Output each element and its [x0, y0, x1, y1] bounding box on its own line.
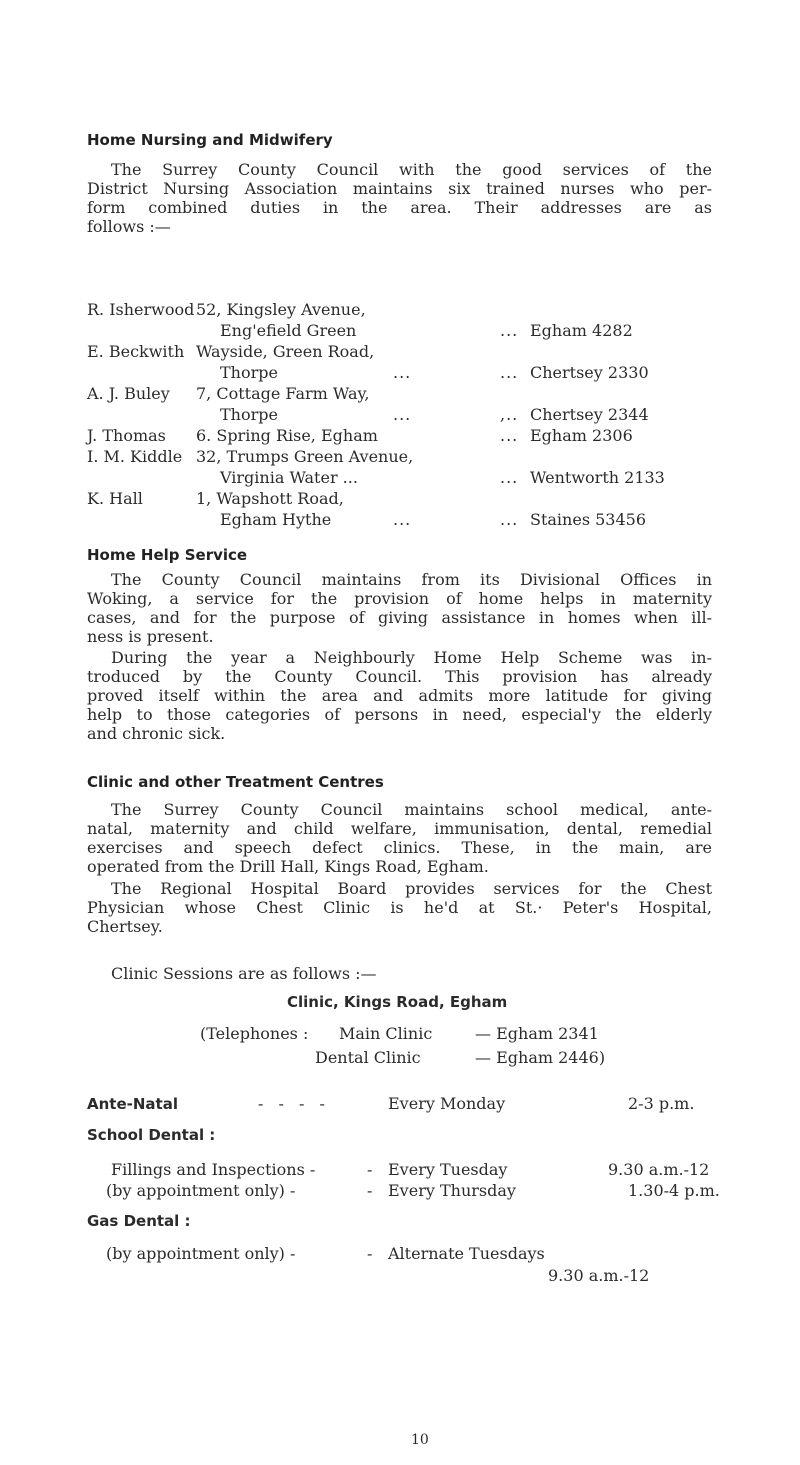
- nurse-entry: [87, 425, 727, 446]
- text-line: Woking, a service for the provision of home helps in maternity: [87, 589, 712, 608]
- leader-dash: -: [367, 1244, 373, 1263]
- appointment-only-label: (by appointment only) -: [106, 1244, 296, 1263]
- text-line: The Surrey County Council with the good services of the: [111, 160, 712, 179]
- clinics-heading: Clinic and other Treatment Centres: [87, 773, 384, 791]
- nurse-entry: [87, 383, 727, 425]
- home-help-paragraph-1: [87, 570, 712, 646]
- text-line: proved itself within the area and admits more latitude for giving: [87, 686, 712, 705]
- alternate-tuesdays-time: 9.30 a.m.-12: [548, 1266, 650, 1285]
- nurse-address-line2: Eng'efield Green: [220, 321, 357, 340]
- nurse-address: 6. Spring Rise, Egham: [196, 426, 378, 445]
- clinic-title: Clinic, Kings Road, Egham: [287, 993, 508, 1011]
- leader-dots: ...: [393, 405, 412, 424]
- leader-dots: ...: [500, 510, 519, 529]
- text-line: exercises and speech defect clinics. These, in the main, are: [87, 838, 712, 857]
- nurse-name: E. Beckwith: [87, 342, 185, 361]
- nurse-telephone: Wentworth 2133: [530, 468, 665, 487]
- leader-dots: ...: [500, 321, 519, 340]
- leader-dots: ,..: [500, 405, 519, 424]
- clinics-paragraph-1: [87, 800, 712, 876]
- dental-clinic-telephone: — Egham 2446): [475, 1048, 606, 1067]
- sessions-intro: Clinic Sessions are as follows :—: [111, 964, 377, 983]
- leader-dots: ...: [500, 426, 519, 445]
- nurse-name: I. M. Kiddle: [87, 447, 183, 466]
- nurse-entry: [87, 446, 727, 488]
- nurse-entry: [87, 341, 727, 383]
- text-line: ness is present.: [87, 627, 214, 646]
- thursday-day: Every Thursday: [388, 1181, 516, 1200]
- ante-natal-label: Ante-Natal: [87, 1095, 178, 1113]
- text-line: The Regional Hospital Board provides services for the Chest: [111, 879, 712, 898]
- text-line: follows :—: [87, 217, 171, 236]
- appointment-only-label: (by appointment only) -: [106, 1181, 296, 1200]
- clinics-paragraph-2: [87, 879, 712, 936]
- text-line: The County Council maintains from its Divisional Offices in: [111, 570, 712, 589]
- leader-dots: ...: [500, 468, 519, 487]
- nurse-name: J. Thomas: [87, 426, 166, 445]
- dental-clinic-label: Dental Clinic: [315, 1048, 421, 1067]
- thursday-time: 1.30-4 p.m.: [628, 1181, 720, 1200]
- nurse-address: 32, Trumps Green Avenue,: [196, 447, 414, 466]
- text-line: and chronic sick.: [87, 724, 226, 743]
- text-line: District Nursing Association maintains six trained nurses who per-: [87, 179, 712, 198]
- nurse-name: R. Isherwood: [87, 300, 195, 319]
- nurse-telephone: Egham 2306: [530, 426, 633, 445]
- alternate-tuesdays-day: Alternate Tuesdays: [388, 1244, 545, 1263]
- main-clinic-telephone: — Egham 2341: [475, 1024, 599, 1043]
- nurse-telephone: Chertsey 2344: [530, 405, 649, 424]
- text-line: troduced by the County Council. This provision has already: [87, 667, 712, 686]
- leader-dashes: - - - -: [258, 1094, 325, 1113]
- nurse-address-line2: Virginia Water ...: [220, 468, 358, 487]
- ante-natal-time: 2-3 p.m.: [628, 1094, 695, 1113]
- nurse-name: K. Hall: [87, 489, 143, 508]
- text-line: form combined duties in the area. Their addresses are as: [87, 198, 712, 217]
- home-help-paragraph-2: [87, 648, 712, 743]
- home-help-heading: Home Help Service: [87, 546, 248, 564]
- nurse-address: 1, Wapshott Road,: [196, 489, 344, 508]
- ante-natal-day: Every Monday: [388, 1094, 506, 1113]
- text-line: Chertsey.: [87, 917, 163, 936]
- nurse-address: 52, Kingsley Avenue,: [196, 300, 366, 319]
- text-line: help to those categories of persons in need, especial'y the elderly: [87, 705, 712, 724]
- text-line: natal, maternity and child welfare, immunisation, dental, remedial: [87, 819, 712, 838]
- nurse-entry: [87, 299, 727, 341]
- nurse-telephone: Staines 53456: [530, 510, 647, 529]
- text-line: During the year a Neighbourly Home Help Scheme was in-: [111, 648, 712, 667]
- fillings-time: 9.30 a.m.-12: [608, 1160, 710, 1179]
- leader-dash: -: [367, 1160, 373, 1179]
- text-line: cases, and for the purpose of giving assistance in homes when ill-: [87, 608, 712, 627]
- gas-dental-label: Gas Dental :: [87, 1212, 191, 1230]
- text-line: The Surrey County Council maintains school medical, ante-: [111, 800, 712, 819]
- nurse-entry: [87, 488, 727, 530]
- nurse-telephone: Chertsey 2330: [530, 363, 649, 382]
- leader-dots: ...: [393, 510, 412, 529]
- nurse-address-line2: Egham Hythe: [220, 510, 332, 529]
- school-dental-label: School Dental :: [87, 1126, 216, 1144]
- leader-dash: -: [367, 1181, 373, 1200]
- nurse-address: 7, Cottage Farm Way,: [196, 384, 370, 403]
- main-clinic-label: Main Clinic: [339, 1024, 433, 1043]
- page-number: 10: [411, 1432, 429, 1448]
- text-line: operated from the Drill Hall, Kings Road, Egham.: [87, 857, 489, 876]
- home-nursing-intro: [87, 160, 712, 236]
- telephones-label: (Telephones :: [200, 1024, 309, 1043]
- nurse-telephone: Egham 4282: [530, 321, 633, 340]
- nurse-address: Wayside, Green Road,: [196, 342, 375, 361]
- nurse-address-line2: Thorpe: [220, 405, 278, 424]
- nurse-name: A. J. Buley: [87, 384, 170, 403]
- fillings-label: Fillings and Inspections -: [111, 1160, 316, 1179]
- leader-dots: ...: [500, 363, 519, 382]
- leader-dots: ...: [393, 363, 412, 382]
- fillings-day: Every Tuesday: [388, 1160, 508, 1179]
- home-nursing-heading: Home Nursing and Midwifery: [87, 131, 333, 149]
- text-line: Physician whose Chest Clinic is he'd at St.· Peter's Hospital,: [87, 898, 712, 917]
- nurse-address-line2: Thorpe: [220, 363, 278, 382]
- nurse-list: [87, 299, 727, 530]
